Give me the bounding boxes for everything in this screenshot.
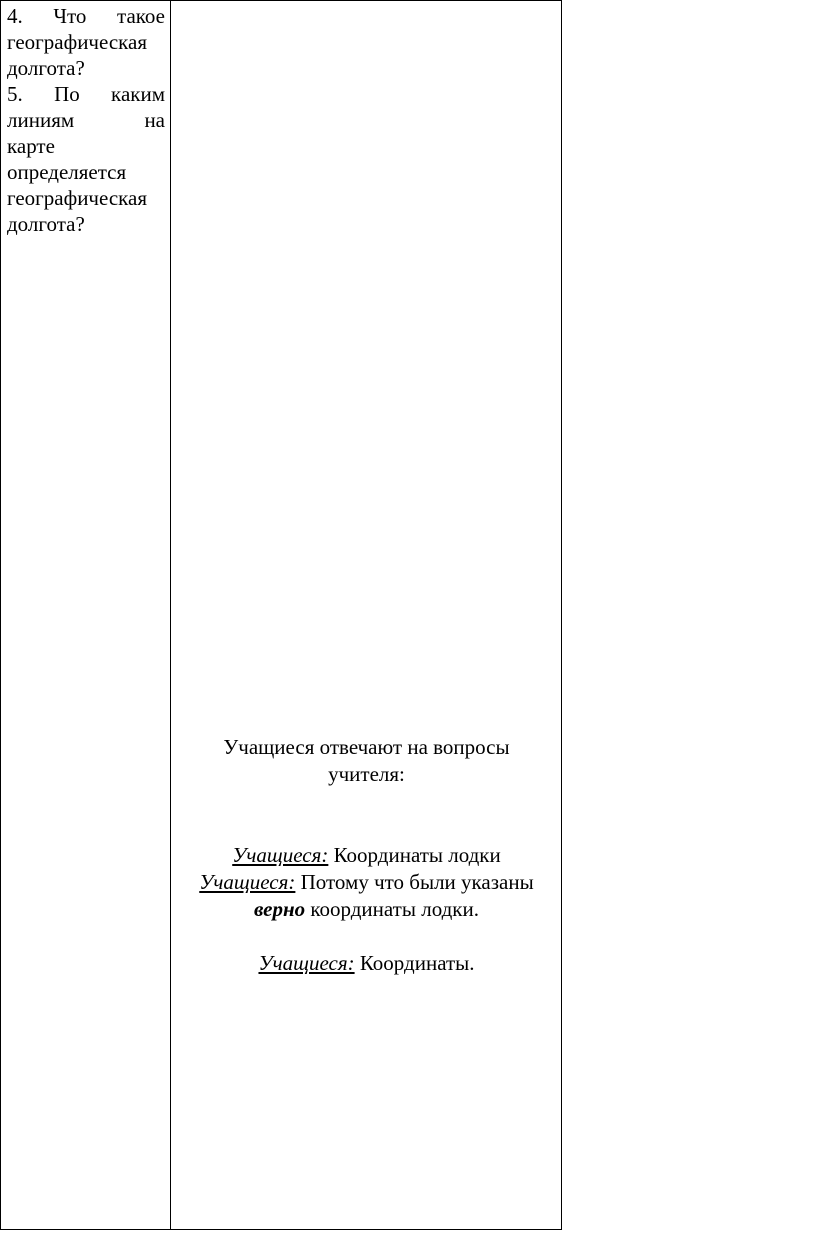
- questions-cell: [7, 3, 165, 237]
- answers-cell: [171, 1, 562, 1229]
- answer-1-speaker: Учащиеся:: [232, 843, 329, 867]
- student-answers: [171, 734, 562, 977]
- answer-2-speaker: Учащиеся:: [199, 870, 296, 894]
- question-5-line-3: карте: [7, 134, 55, 158]
- answer-1: [171, 842, 562, 869]
- answer-3: [171, 950, 562, 977]
- answer-2-text-end: координаты лодки.: [305, 897, 479, 921]
- question-4-line-2: географическая: [7, 30, 148, 54]
- answer-2-text: Потому что были указаны: [295, 870, 534, 894]
- question-4-line-1: 4. Что такое: [7, 4, 165, 28]
- answer-3-text: Координаты.: [354, 951, 475, 975]
- question-5-line-2: линиям на: [7, 108, 165, 132]
- answer-2-emphasis: верно: [254, 897, 306, 921]
- answer-2-line-2: [171, 896, 562, 923]
- question-4-line-3: долгота?: [7, 56, 85, 80]
- question-5-line-1: 5. По каким: [7, 82, 165, 106]
- question-5-line-6: долгота?: [7, 212, 85, 236]
- answer-2-line-1: [171, 869, 562, 896]
- intro-line-2: учителя:: [328, 762, 405, 786]
- answer-3-speaker: Учащиеся:: [258, 951, 355, 975]
- answer-1-text: Координаты лодки: [328, 843, 501, 867]
- question-5-line-5: географическая: [7, 186, 148, 210]
- question-5-line-4: определяется: [7, 160, 127, 184]
- intro-line-1: Учащиеся отвечают на вопросы: [223, 735, 510, 759]
